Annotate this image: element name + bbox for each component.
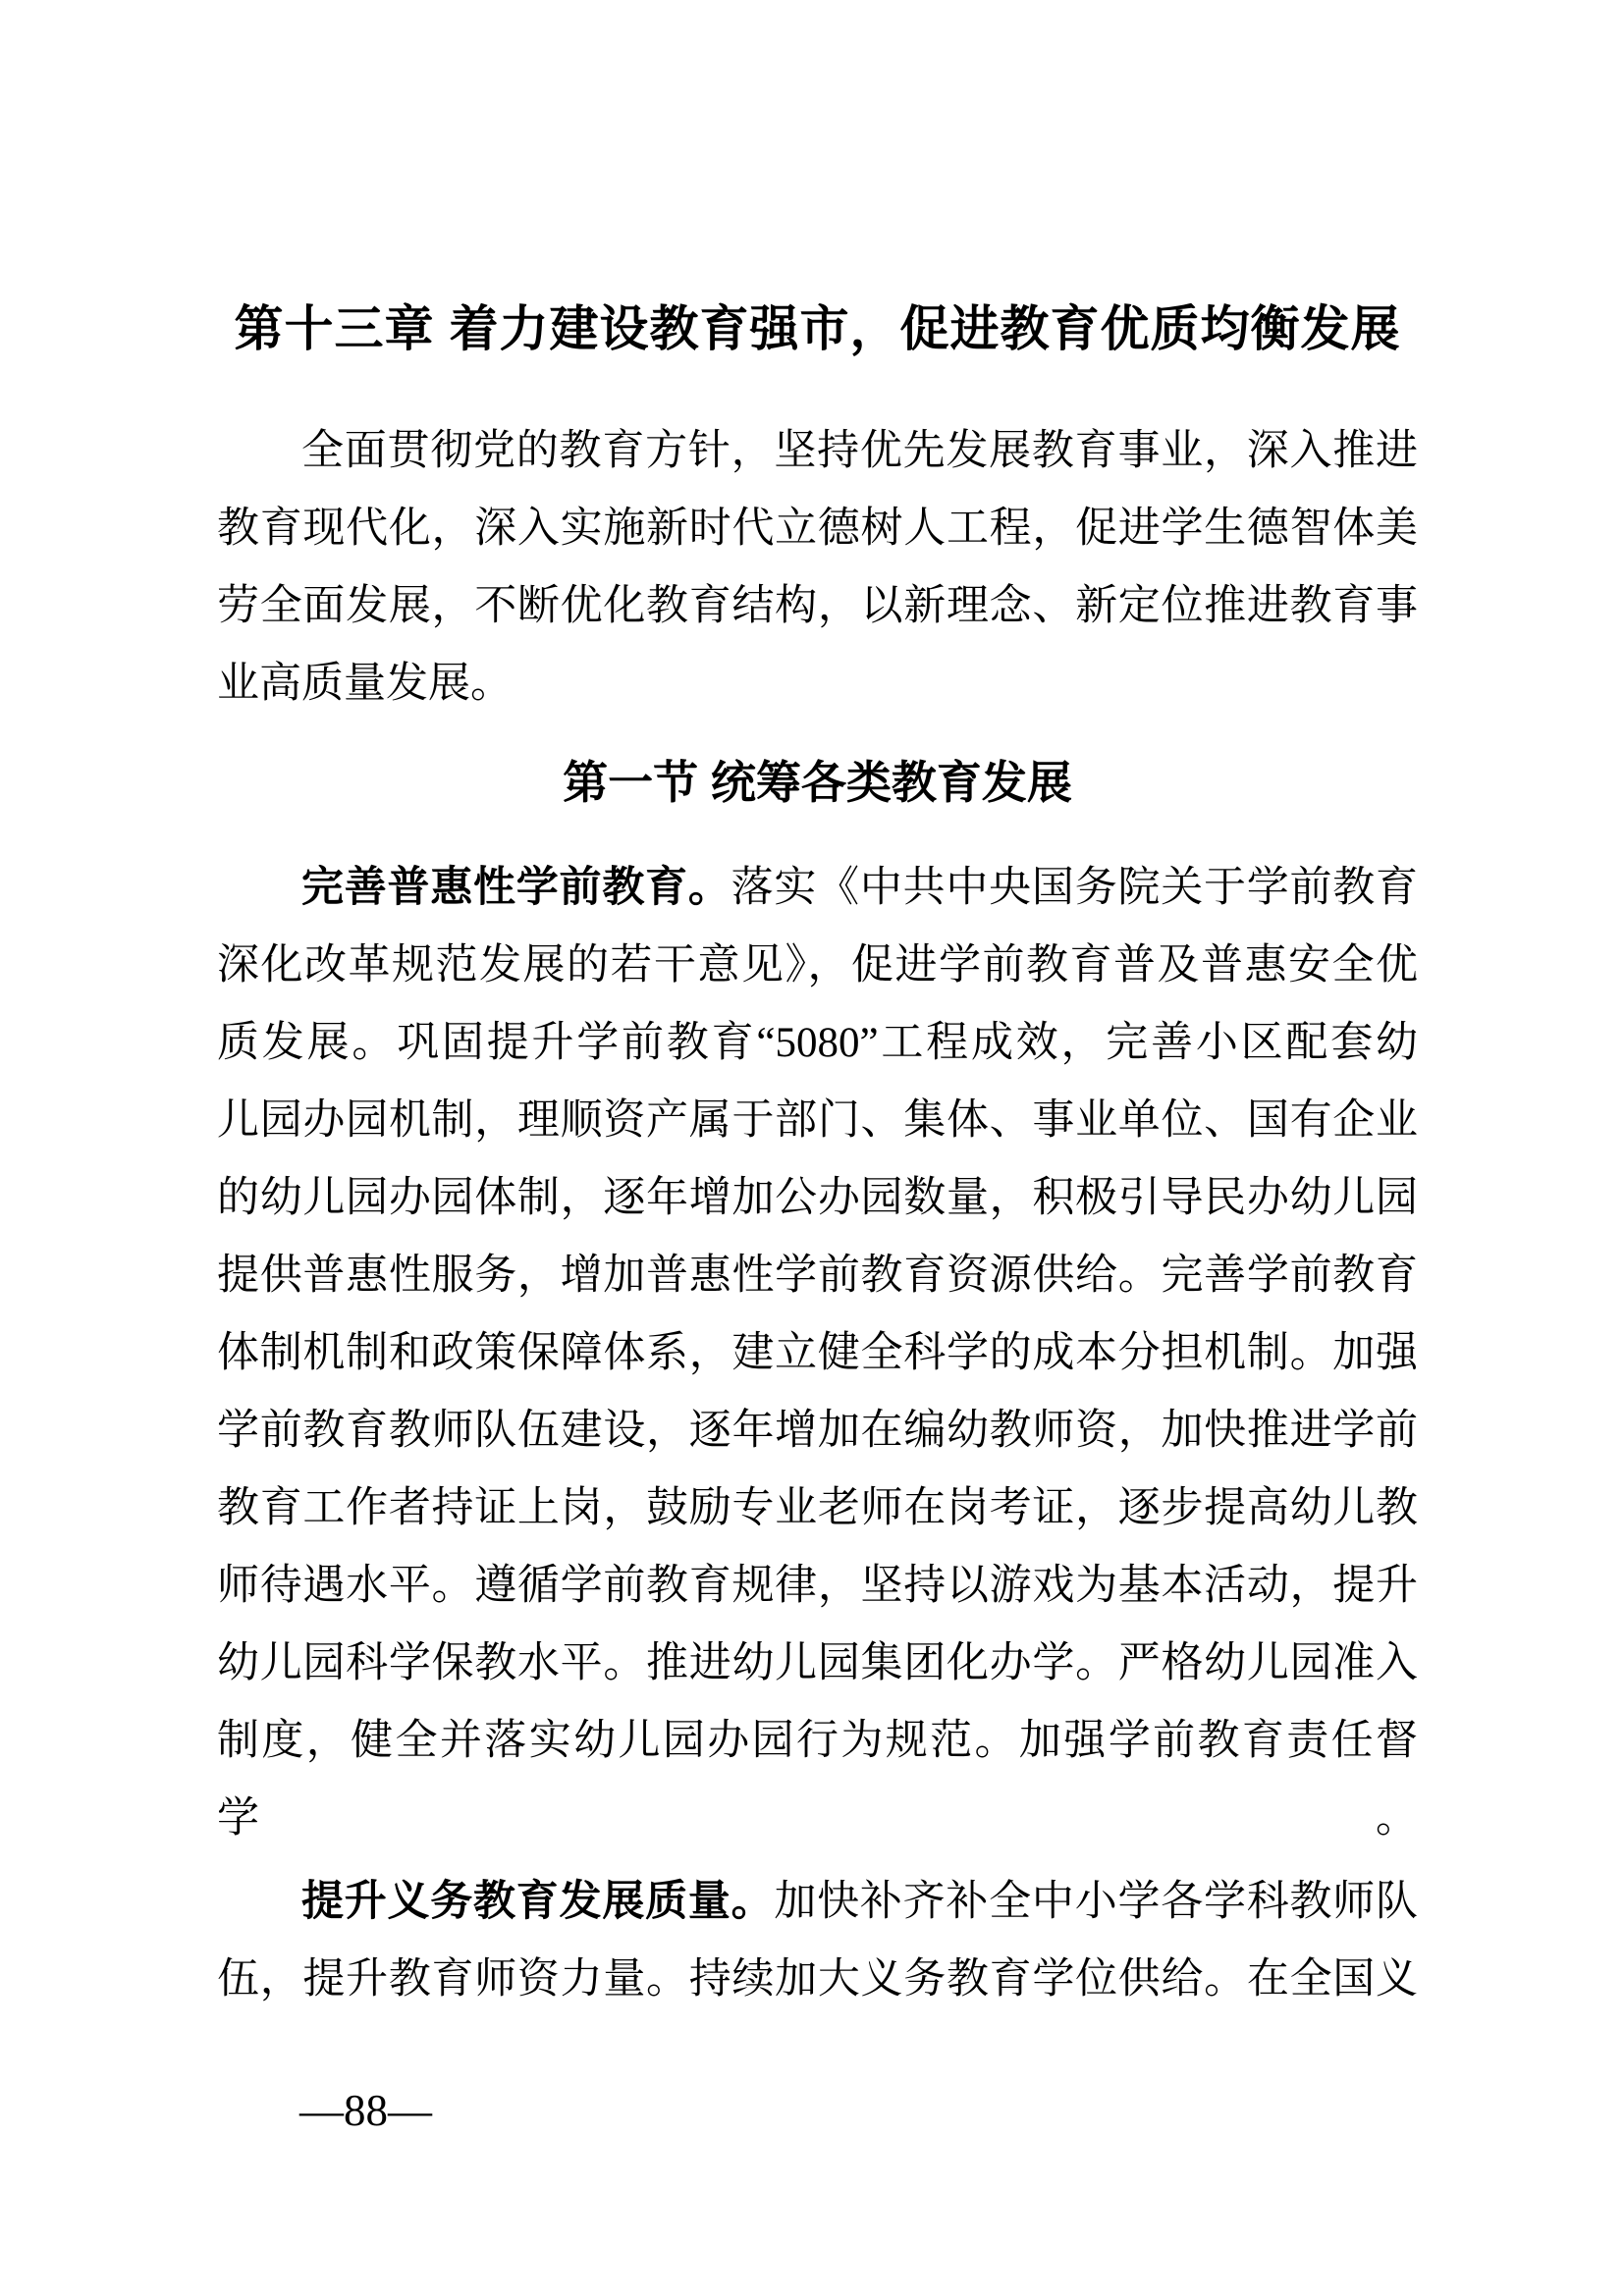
text-line: 伍，提升教育师资力量。持续加大义务教育学位供给。在全国义	[217, 1956, 1418, 2002]
page-number: —88—	[299, 2086, 432, 2135]
paragraph-compulsory-first-line	[217, 1863, 1418, 1941]
paragraph-compulsory-lead: 提升义务教育发展质量。	[301, 1878, 775, 1925]
paragraph-compulsory-first-line-rest: 加快补齐补全中小学各学科教师队	[774, 1879, 1419, 1925]
text-line: 教育工作者持证上岗，鼓励专业老师在岗考证，逐步提高幼儿教	[217, 1485, 1418, 1531]
section-title: 第一节 统筹各类教育发展	[563, 757, 1072, 808]
paragraph-preschool-first-line	[217, 849, 1418, 927]
text-line: 全面贯彻党的教育方针，坚持优先发展教育事业，深入推进	[301, 428, 1418, 474]
text-line: 学前教育教师队伍建设，逐年增加在编幼教师资，加快推进学前	[217, 1408, 1418, 1454]
text-line: 质发展。巩固提升学前教育“5080”工程成效，完善小区配套幼	[217, 1020, 1418, 1066]
paragraph-intro	[217, 412, 1418, 722]
paragraph-preschool-first-line-rest: 落实《中共中央国务院关于学前教育	[731, 865, 1419, 911]
paragraph-compulsory	[217, 1863, 1418, 2018]
text-line: 幼儿园科学保教水平。推进幼儿园集团化办学。严格幼儿园准入	[217, 1640, 1418, 1686]
text-line: 教育现代化，深入实施新时代立德树人工程，促进学生德智体美	[217, 506, 1418, 552]
text-line: 的幼儿园办园体制，逐年增加公办园数量，积极引导民办幼儿园	[217, 1175, 1418, 1221]
text-line: 儿园办园机制，理顺资产属于部门、集体、事业单位、国有企业	[217, 1097, 1418, 1144]
text-line: 提供普惠性服务，增加普惠性学前教育资源供给。完善学前教育	[217, 1253, 1418, 1299]
paragraph-preschool	[217, 849, 1418, 1857]
text-line: 制度，健全并落实幼儿园办园行为规范。加强学前教育责任督学。	[217, 1718, 1418, 1842]
paragraph-compulsory-lines	[217, 1941, 1418, 2018]
text-line: 师待遇水平。遵循学前教育规律，坚持以游戏为基本活动，提升	[217, 1563, 1418, 1609]
text-line: 劳全面发展，不断优化教育结构，以新理念、新定位推进教育事	[217, 583, 1418, 629]
paragraph-preschool-lines	[217, 927, 1418, 1857]
text-line: 业高质量发展。	[217, 661, 513, 707]
chapter-title: 第十三章 着力建设教育强市，促进教育优质均衡发展	[234, 301, 1401, 356]
document-content	[217, 0, 1418, 2018]
text-line: 深化改革规范发展的若干意见》，促进学前教育普及普惠安全优	[217, 942, 1418, 988]
paragraph-preschool-lead: 完善普惠性学前教育。	[301, 864, 731, 911]
text-line: 体制机制和政策保障体系，建立健全科学的成本分担机制。加强	[217, 1330, 1418, 1376]
